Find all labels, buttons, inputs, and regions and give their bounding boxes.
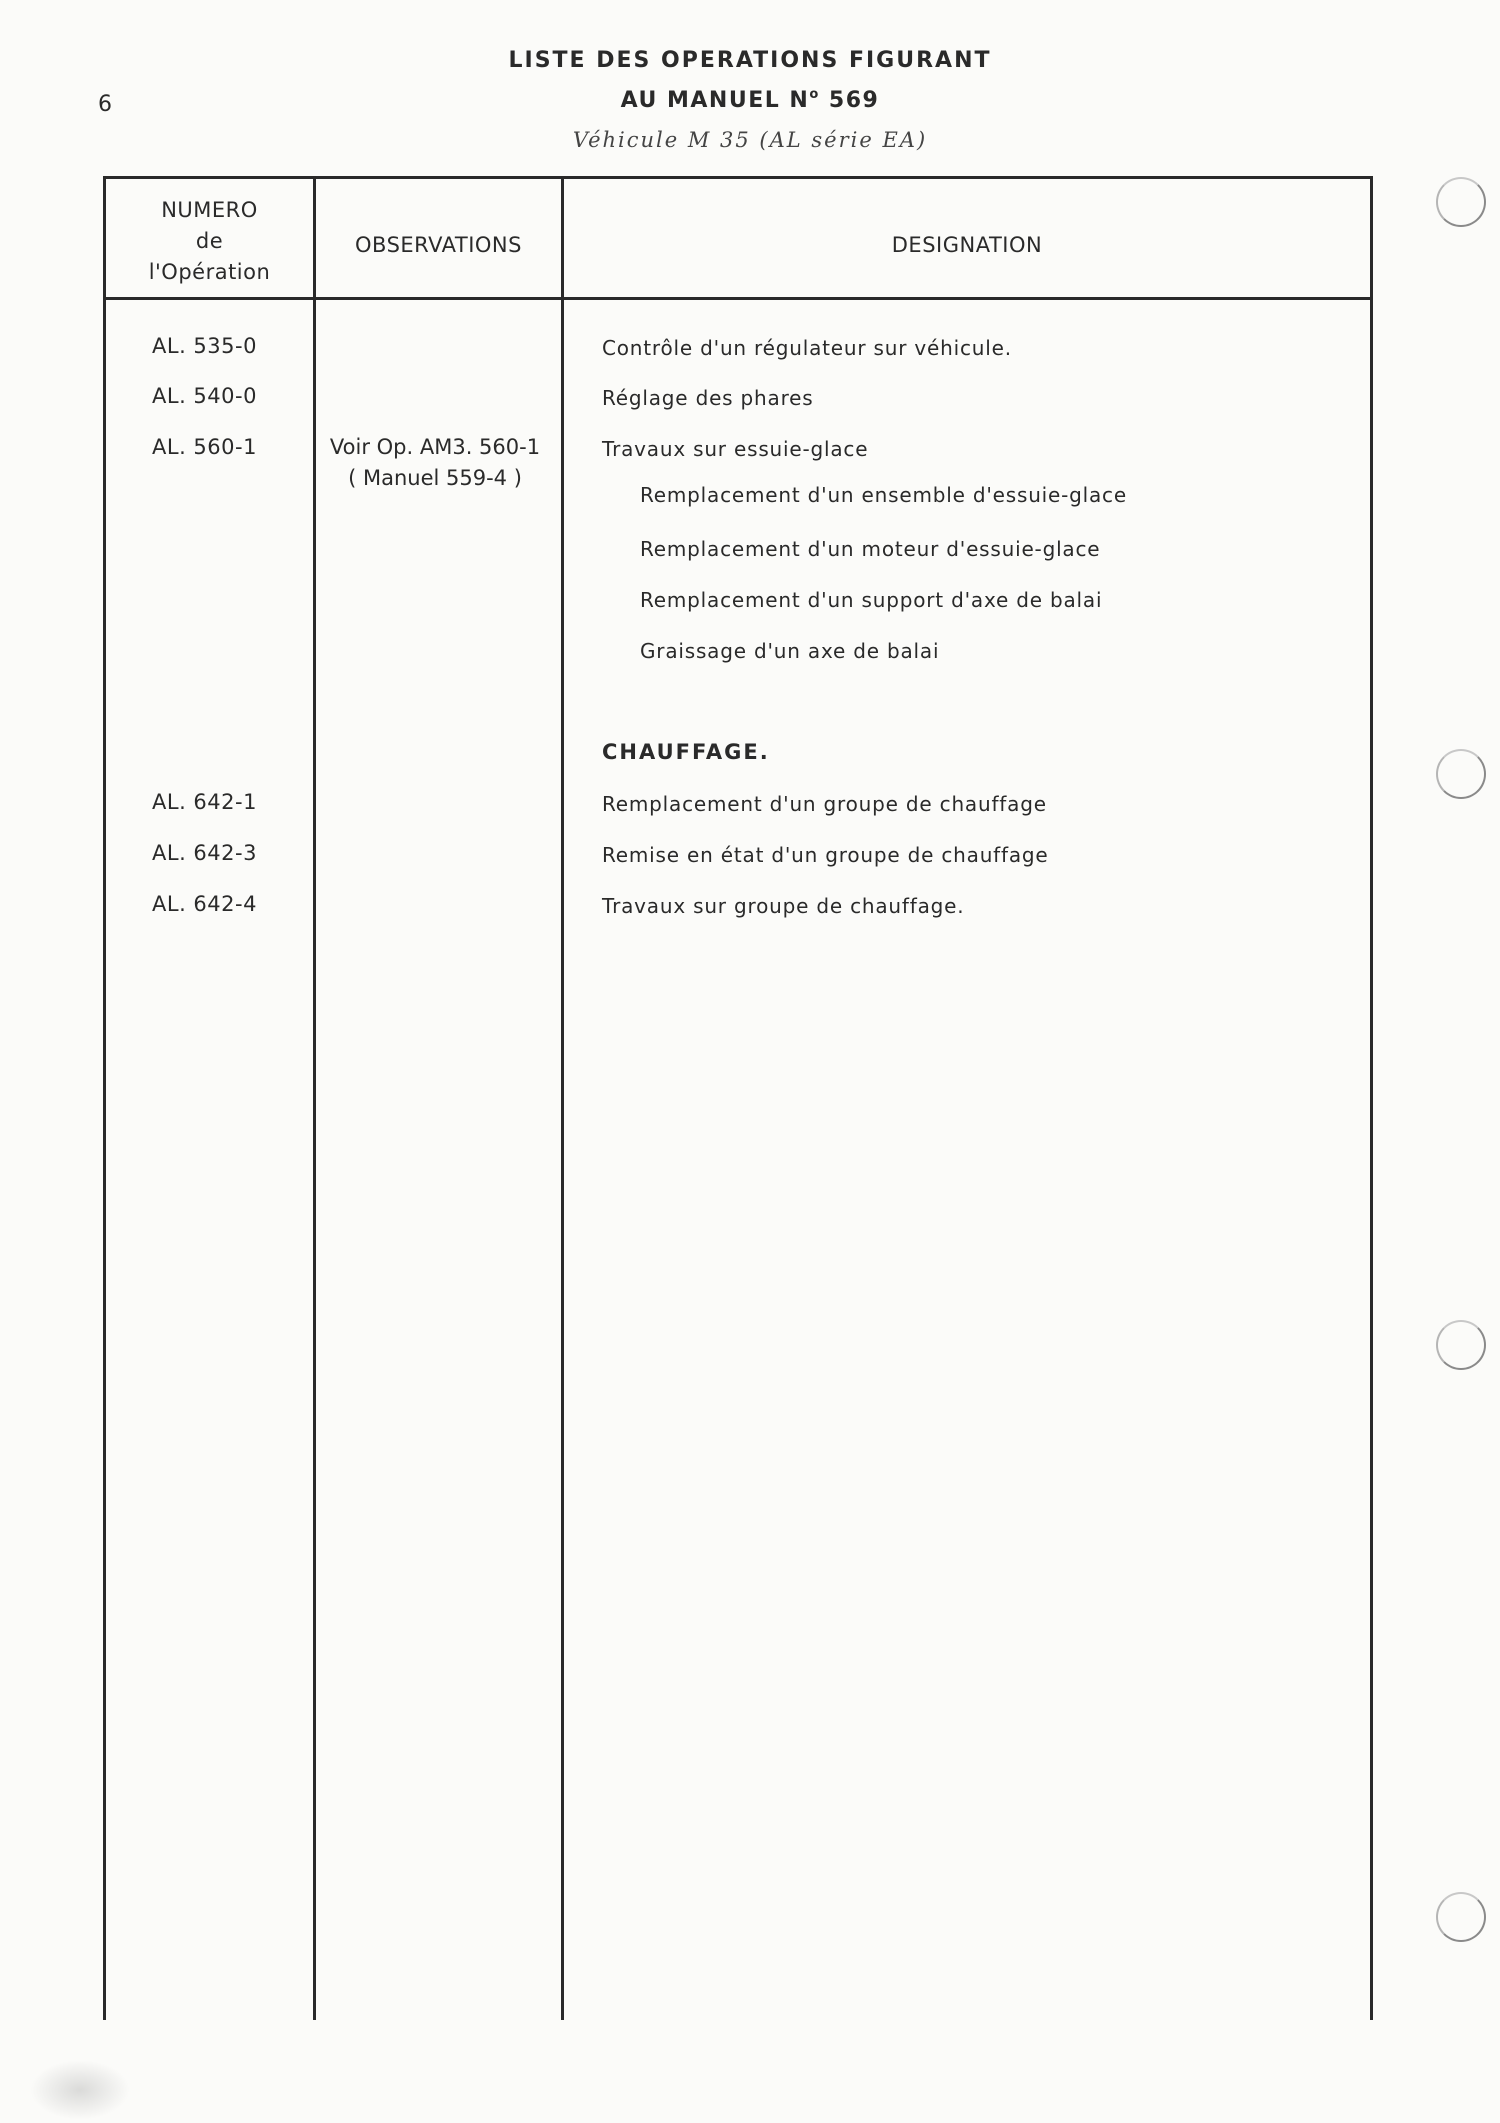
binder-hole-icon bbox=[1436, 1892, 1486, 1942]
designation-item: Travaux sur essuie-glace bbox=[602, 437, 869, 461]
section-heading-chauffage: CHAUFFAGE. bbox=[602, 740, 770, 764]
designation-item: Travaux sur groupe de chauffage. bbox=[602, 894, 965, 918]
manual-prefix: AU MANUEL N bbox=[620, 88, 810, 113]
observation-line2: ( Manuel 559-4 ) bbox=[348, 466, 522, 490]
operation-number: AL. 642-4 bbox=[152, 892, 257, 916]
table-header-divider bbox=[103, 297, 1373, 300]
numero-header-line3: l'Opération bbox=[148, 260, 271, 284]
designation-item: Réglage des phares bbox=[602, 386, 814, 410]
numero-header-line2: de bbox=[195, 229, 224, 253]
binder-hole-icon bbox=[1436, 1320, 1486, 1370]
table-left-border bbox=[103, 176, 106, 2020]
document-title-manual bbox=[0, 87, 1500, 113]
observation-line1: Voir Op. AM3. 560-1 bbox=[329, 435, 541, 459]
numero-header-line1: NUMERO bbox=[161, 198, 258, 222]
page-number: 6 bbox=[98, 92, 112, 117]
designation-item: Contrôle d'un régulateur sur véhicule. bbox=[602, 336, 1012, 360]
operation-number: AL. 535-0 bbox=[152, 334, 257, 358]
operation-number: AL. 560-1 bbox=[152, 435, 257, 459]
designation-subitem: Remplacement d'un support d'axe de balai bbox=[640, 588, 1103, 612]
scan-smudge bbox=[30, 2060, 130, 2120]
column-divider-designation bbox=[561, 176, 564, 2020]
binder-hole-icon bbox=[1436, 177, 1486, 227]
manual-number: 569 bbox=[819, 88, 880, 113]
designation-subitem: Remplacement d'un ensemble d'essuie-glace bbox=[640, 483, 1127, 507]
designation-subitem: Graissage d'un axe de balai bbox=[640, 639, 940, 663]
table-top-border bbox=[103, 176, 1373, 179]
document-title: LISTE DES OPERATIONS FIGURANT bbox=[508, 48, 992, 73]
column-header-numero bbox=[106, 195, 313, 288]
operation-number: AL. 642-1 bbox=[152, 790, 257, 814]
observation-cell bbox=[313, 432, 557, 494]
column-header-observations: OBSERVATIONS bbox=[355, 233, 522, 257]
table-right-border bbox=[1370, 176, 1373, 2020]
manual-number-sign: o bbox=[809, 87, 820, 102]
document-subtitle: Véhicule M 35 (AL série EA) bbox=[572, 128, 928, 152]
designation-subitem: Remplacement d'un moteur d'essuie-glace bbox=[640, 537, 1101, 561]
operation-number: AL. 642-3 bbox=[152, 841, 257, 865]
designation-item: Remise en état d'un groupe de chauffage bbox=[602, 843, 1049, 867]
binder-hole-icon bbox=[1436, 749, 1486, 799]
column-header-designation: DESIGNATION bbox=[891, 233, 1043, 257]
operation-number: AL. 540-0 bbox=[152, 384, 257, 408]
designation-item: Remplacement d'un groupe de chauffage bbox=[602, 792, 1047, 816]
